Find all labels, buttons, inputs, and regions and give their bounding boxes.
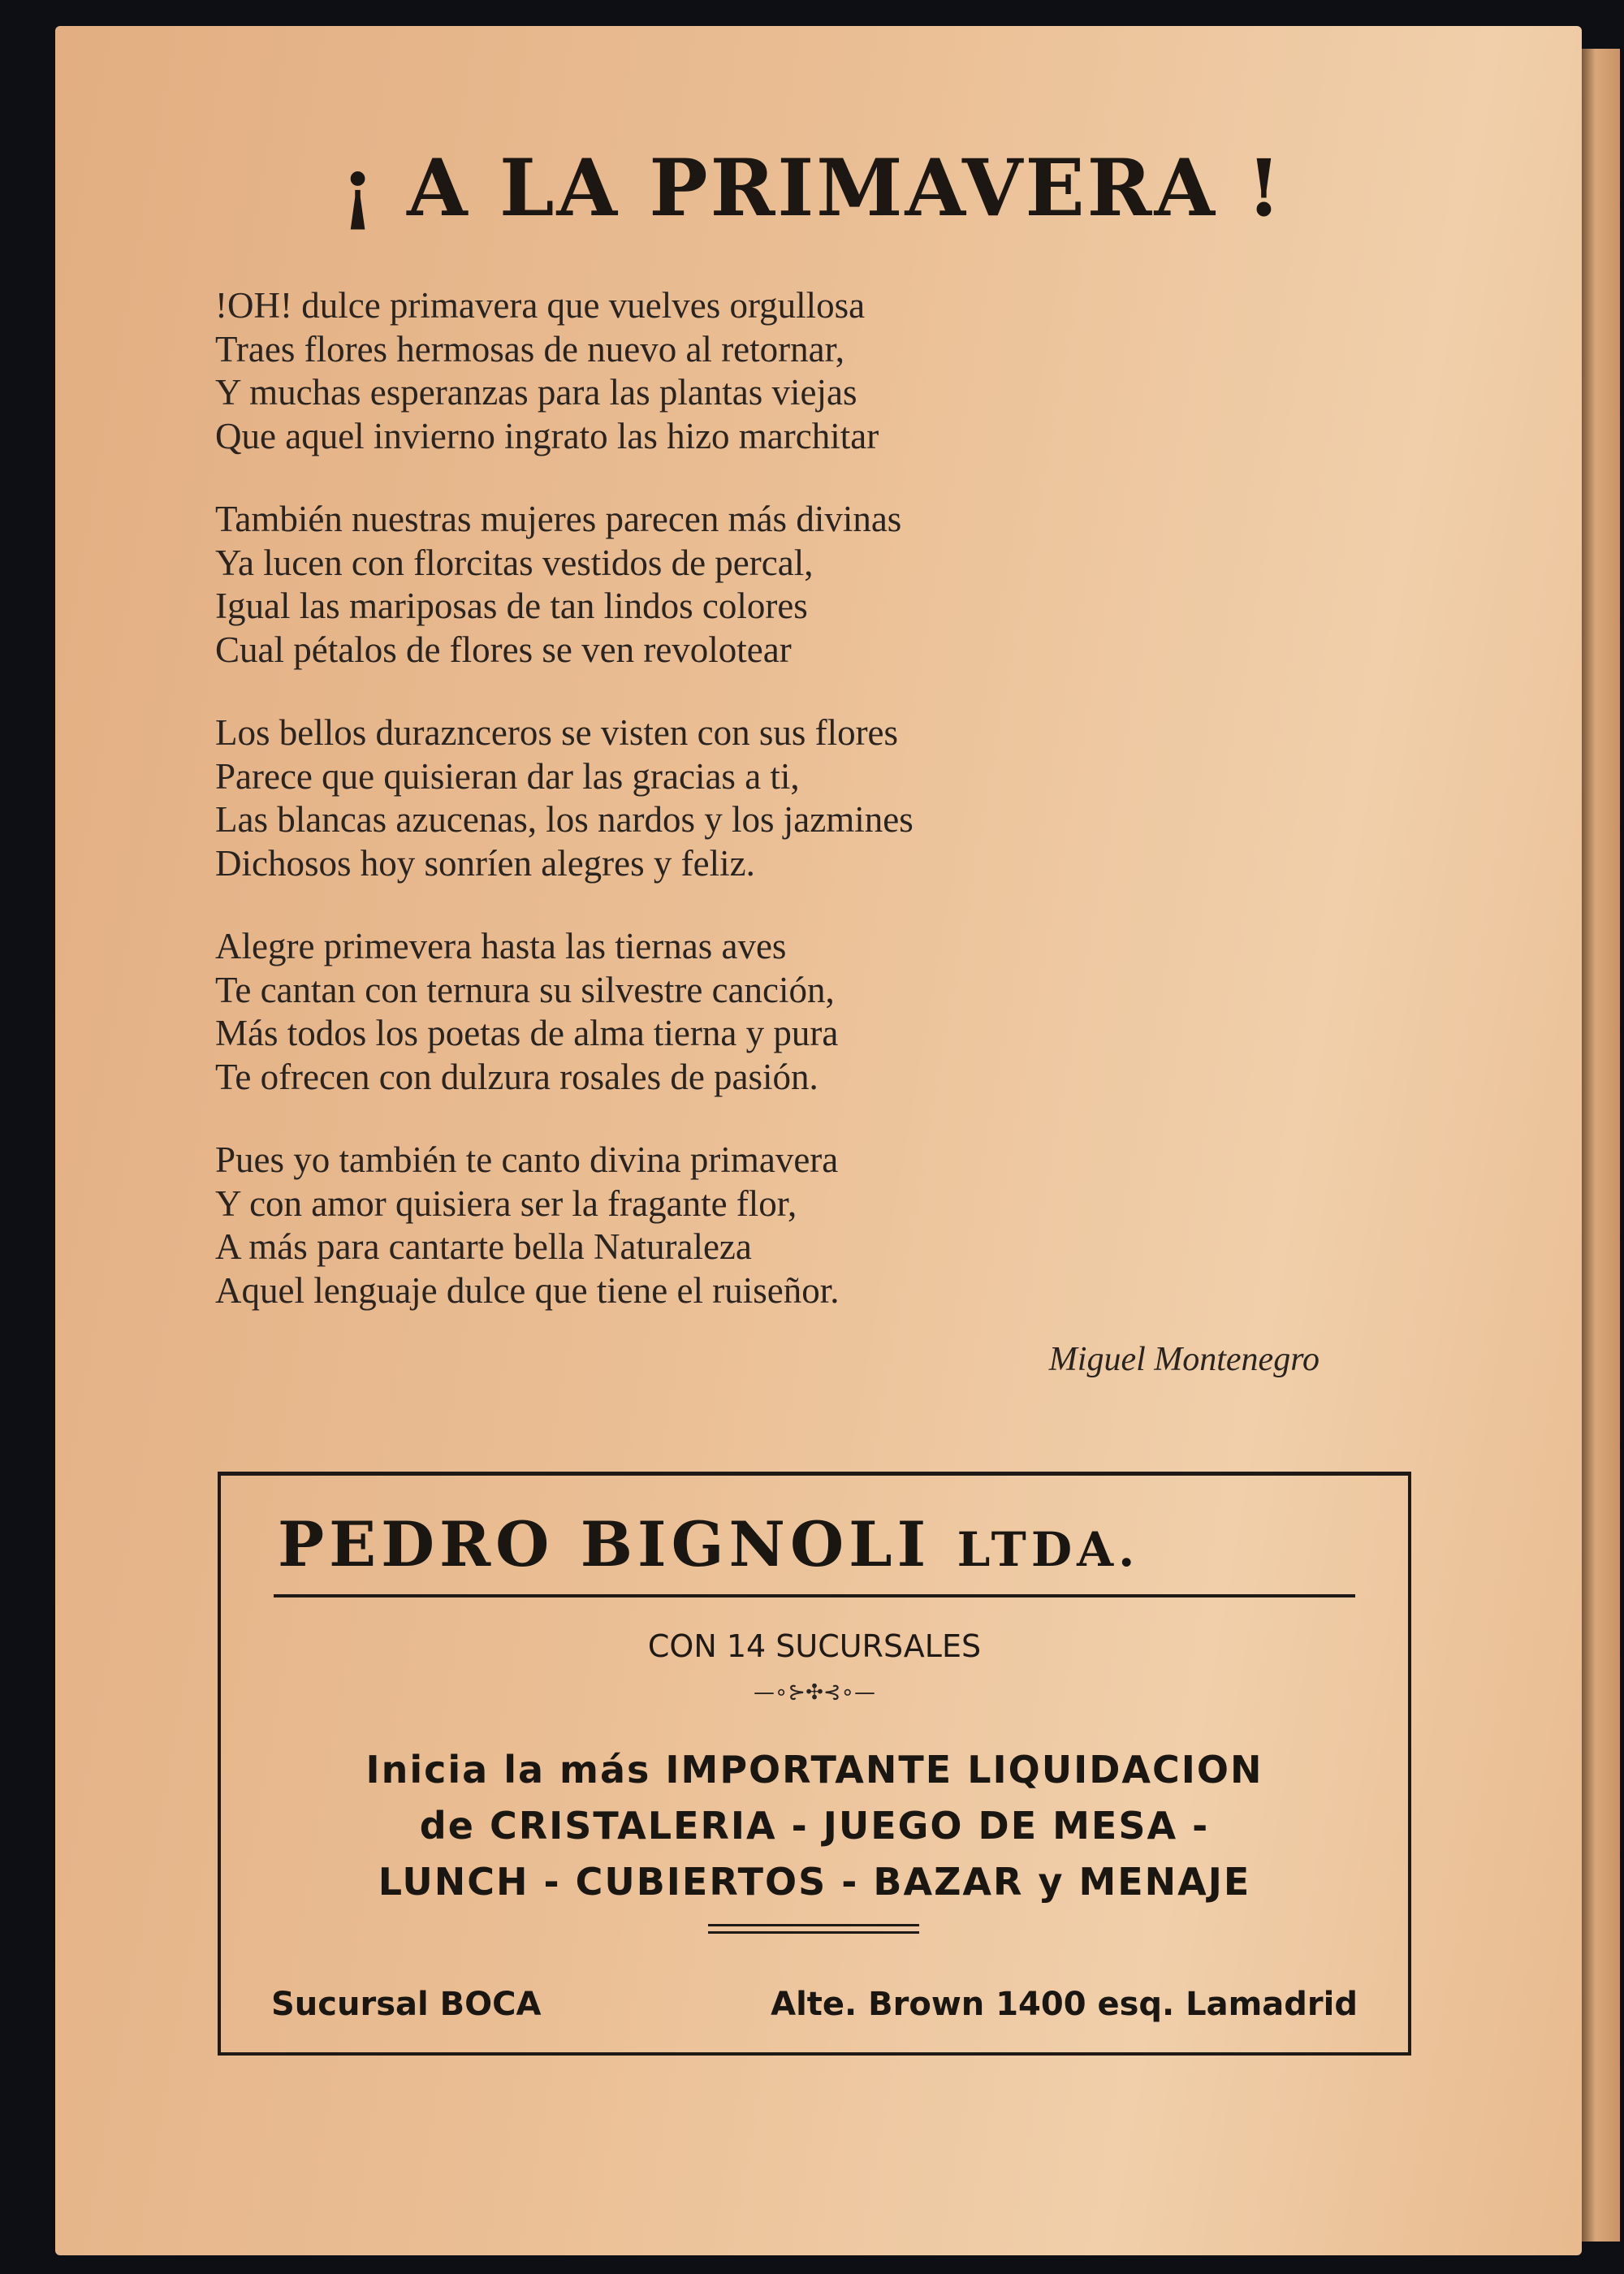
stanza — [215, 284, 914, 458]
poem-line: También nuestras mujeres parecen más divinas — [215, 499, 902, 539]
poem-line: Y con amor quisiera ser la fragante flor, — [215, 1182, 797, 1224]
poem-title: ¡ A LA PRIMAVERA ! — [340, 142, 1284, 234]
divider — [274, 1594, 1355, 1597]
poem-line: Que aquel invierno ingrato las hizo marchitar — [215, 415, 879, 456]
ad-body — [221, 1742, 1408, 1910]
poem-line: Y muchas esperanzas para las plantas viejas — [215, 372, 857, 413]
ad-line: Inicia la más IMPORTANTE LIQUIDACION — [365, 1748, 1263, 1792]
poem-line: Aquel lenguaje dulce que tiene el ruiseñor. — [215, 1269, 840, 1311]
ad-line: LUNCH - CUBIERTOS - BAZAR y MENAJE — [378, 1860, 1251, 1904]
stanza — [215, 711, 914, 885]
poem-line: Dichosos hoy sonríen alegres y feliz. — [215, 842, 755, 884]
ad-footer — [271, 1986, 1358, 2023]
poem-line: Las blancas azucenas, los nardos y los jazmines — [215, 799, 914, 840]
advertisement — [218, 1472, 1411, 2056]
poem-line: Pues yo también te canto divina primavera — [215, 1139, 839, 1180]
ad-branches: CON 14 SUCURSALES — [647, 1628, 982, 1664]
poem-author: Miguel Montenegro — [1048, 1341, 1320, 1378]
ad-line: de CRISTALERIA - JUEGO DE MESA - — [419, 1804, 1210, 1848]
poem-line: Los bellos duraznceros se visten con sus flores — [215, 712, 899, 753]
ad-address: Alte. Brown 1400 esq. Lamadrid — [771, 1986, 1358, 2023]
poem-line: !OH! dulce primavera que vuelves orgullosa — [215, 285, 866, 326]
company-suffix: LTDA. — [957, 1522, 1140, 1577]
poem-line: Igual las mariposas de tan lindos colores — [215, 586, 808, 626]
poem-line: A más para cantarte bella Naturaleza — [215, 1226, 752, 1267]
ad-branch: Sucursal BOCA — [271, 1986, 542, 2023]
poem-line: Traes flores hermosas de nuevo al retornar, — [215, 328, 845, 370]
adjacent-page-edge — [1579, 49, 1620, 2242]
stanza — [215, 1139, 914, 1312]
ad-company-name — [278, 1508, 1139, 1580]
poem-body — [215, 284, 914, 1352]
poem-line: Te cantan con ternura su silvestre canción, — [215, 969, 835, 1010]
stanza — [215, 498, 914, 672]
ornament-icon: —∘⊱✣⊰∘— — [754, 1680, 875, 1705]
poem-line: Alegre primevera hasta las tiernas aves — [215, 926, 787, 966]
poem-line: Más todos los poetas de alma tierna y pura — [215, 1013, 839, 1053]
stanza — [215, 925, 914, 1099]
double-divider — [708, 1924, 919, 1934]
poem-line: Parece que quisieran dar las gracias a ti, — [215, 755, 800, 797]
poem-line: Ya lucen con florcitas vestidos de percal, — [215, 542, 814, 583]
poem-line: Cual pétalos de flores se ven revolotear — [215, 629, 792, 670]
poem-line: Te ofrecen con dulzura rosales de pasión. — [215, 1056, 818, 1097]
company-name: PEDRO BIGNOLI — [278, 1508, 931, 1580]
